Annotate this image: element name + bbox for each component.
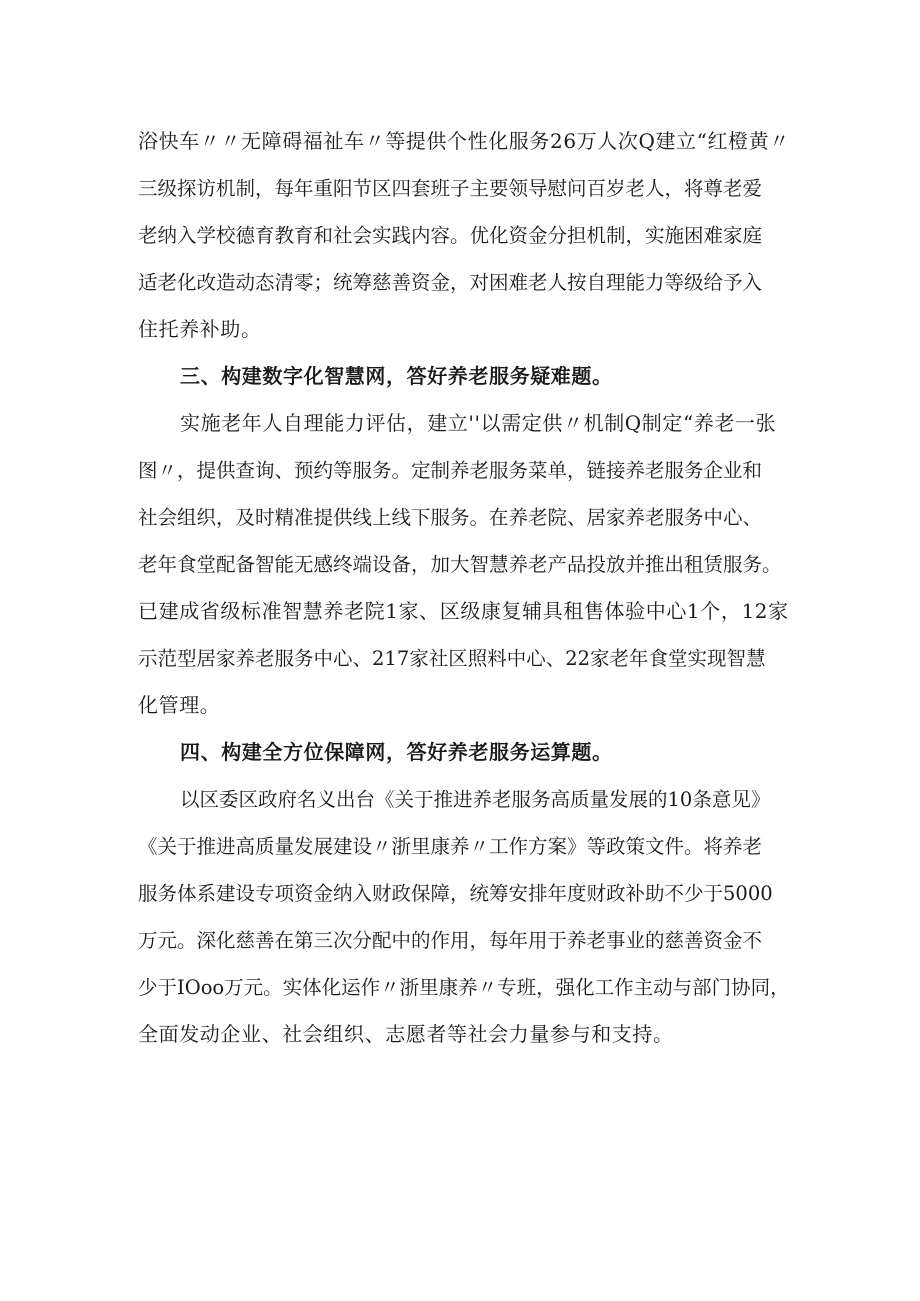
text-line: 老纳入学校德育教育和社会实践内容。优化资金分担机制，实施困难家庭 bbox=[138, 224, 763, 247]
paragraph-start: 以区委区政府名义出台《关于推进养老服务高质量发展的10条意见》 bbox=[180, 788, 771, 811]
text-line: 服务体系建设专项资金纳入财政保障，统筹安排年度财政补助不少于5000 bbox=[138, 882, 773, 905]
text-line: 少于IOoo万元。实体化运作〃浙里康养〃专班，强化工作主动与部门协同， bbox=[138, 976, 790, 999]
text-line: 老年食堂配备智能无感终端设备，加大智慧养老产品投放并推出租赁服务。 bbox=[138, 553, 782, 576]
text-line: 全面发动企业、社会组织、志愿者等社会力量参与和支持。 bbox=[138, 1022, 674, 1046]
section-heading-4: 四、构建全方位保障网，答好养老服务运算题。 bbox=[180, 740, 613, 764]
text-line: 适老化改造动态清零；统筹慈善资金，对困难老人按自理能力等级给予入 bbox=[138, 271, 763, 294]
paragraph-start: 实施老年人自理能力评估，建立''以需定供〃机制Q制定“养老一张 bbox=[180, 411, 777, 435]
text-line: 社会组织，及时精准提供线上线下服务。在养老院、居家养老服务中心、 bbox=[138, 506, 763, 529]
text-line: 三级探访机制，每年重阳节区四套班子主要领导慰问百岁老人，将尊老爱 bbox=[138, 177, 763, 200]
document-body bbox=[138, 118, 790, 1058]
text-line: 浴快车〃〃无障碍福祉车〃等提供个性化服务26万人次Q建立“红橙黄〃 bbox=[138, 129, 790, 153]
text-line: 万元。深化慈善在第三次分配中的作用，每年用于养老事业的慈善资金不 bbox=[138, 929, 763, 952]
text-line: 已建成省级标准智慧养老院1家、区级康复辅具租售体验中心1个，12家 bbox=[138, 599, 789, 623]
text-line: 住托养补助。 bbox=[138, 317, 262, 341]
text-line: 示范型居家养老服务中心、217家社区照料中心、22家老年食堂实现智慧 bbox=[138, 647, 766, 670]
text-line: 图〃，提供查询、预约等服务。定制养老服务菜单，链接养老服务企业和 bbox=[138, 459, 763, 482]
text-line: 化管理。 bbox=[138, 693, 221, 717]
section-heading-3: 三、构建数字化智慧网，答好养老服务疑难题。 bbox=[180, 364, 613, 388]
text-line: 《关于推进高质量发展建设〃浙里康养〃工作方案》等政策文件。将养老 bbox=[138, 835, 763, 858]
